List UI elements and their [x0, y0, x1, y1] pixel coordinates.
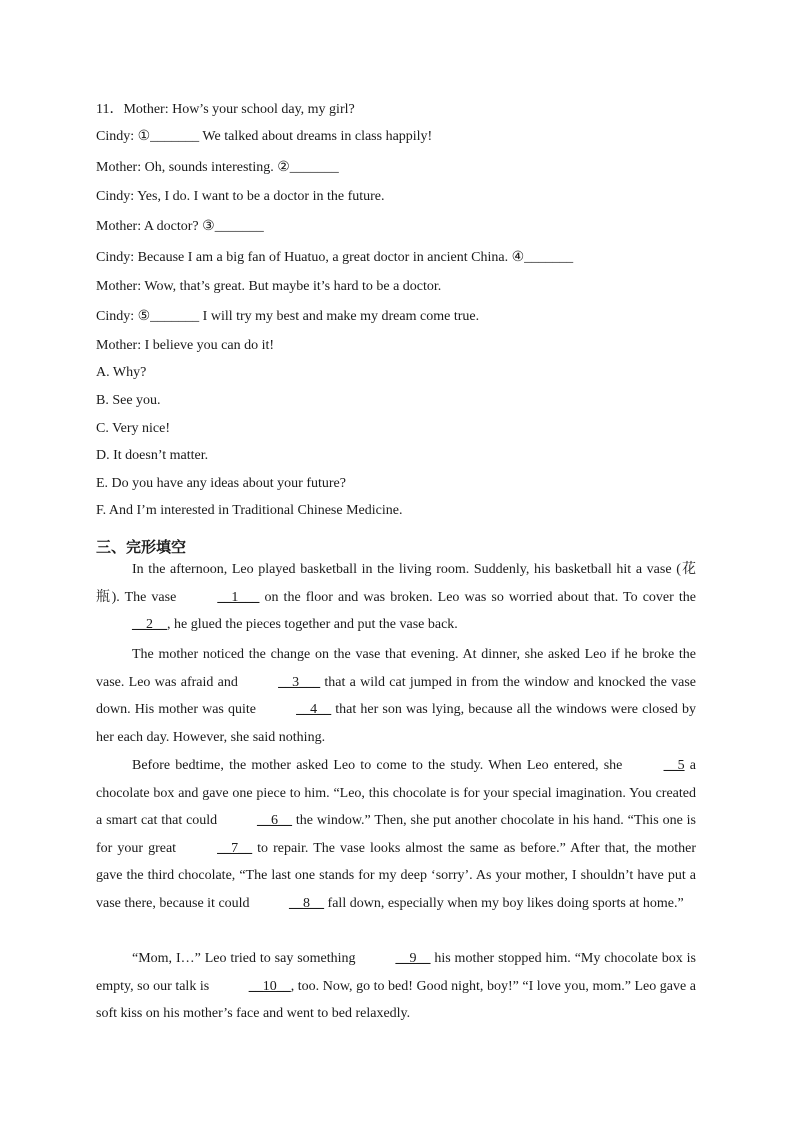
blank-4: __4__ — [296, 702, 332, 718]
option-item: E. Do you have any ideas about your future? — [96, 476, 346, 491]
dialogue-line: Mother: Oh, sounds interesting. ②_______ — [96, 160, 339, 175]
section-heading: 三、完形填空 — [96, 538, 187, 556]
text-run: the window.” Then, she put another chocolate in his hand. “This one is for your great — [96, 813, 696, 856]
option-item: D. It doesn’t matter. — [96, 448, 209, 463]
text-run: In the afternoon, Leo played basketball in the living room. Suddenly, his basketball hit a vase (花瓶). The vase — [96, 562, 696, 605]
dialogue-line: Mother: Wow, that’s great. But maybe it’s hard to be a doctor. — [96, 279, 442, 294]
dialogue-line: Cindy: Yes, I do. I want to be a doctor in the future. — [96, 189, 385, 204]
text-run: , too. Now, go to bed! Good night, boy!” “I love you, mom.” Leo gave a soft kiss on his mother’s face and went to bed relaxedly. — [96, 978, 696, 1022]
blank-8: __8__ — [289, 895, 325, 911]
text-run: his mother stopped him. “My chocolate box is empty, so our talk is — [96, 951, 696, 994]
option-item: C. Very nice! — [96, 421, 170, 436]
blank-2: __2__ — [132, 617, 167, 633]
blank-5: __5 — [663, 758, 685, 773]
cloze-paragraph-3 — [96, 752, 696, 918]
text-run: The mother noticed the change on the vase that evening. At dinner, she asked Leo if he broke the vase. Leo was afraid and — [96, 647, 696, 690]
dialogue-line: Cindy: ①_______ We talked about dreams in class happily! — [96, 129, 433, 144]
text-run: a chocolate box and gave one piece to him. “Leo, this chocolate is for your special imagination. You created a smart cat that could — [96, 758, 696, 829]
text-run: on the floor and was broken. Leo was so worried about that. To cover the — [259, 589, 696, 605]
dialogue-line: Mother: A doctor? ③_______ — [96, 219, 264, 234]
blank-7: __7__ — [217, 840, 253, 856]
dialogue-line: 11．Mother: How’s your school day, my girl? — [96, 102, 355, 117]
text-run: fall down, especially when my boy likes doing sports at home.” — [324, 895, 684, 911]
blank-10: __10__ — [248, 978, 291, 994]
text-run: , he glued the pieces together and put the vase back. — [167, 617, 458, 633]
text-run: Before bedtime, the mother asked Leo to come to the study. When Leo entered, she — [132, 758, 628, 773]
text-run: “Mom, I…” Leo tried to say something — [132, 951, 360, 966]
blank-1: __1___ — [217, 589, 260, 605]
blank-6: __6__ — [257, 813, 293, 829]
dialogue-line: Mother: I believe you can do it! — [96, 338, 275, 353]
dialogue-line: Cindy: ⑤_______ I will try my best and make my dream come true. — [96, 309, 480, 324]
blank-9: __9__ — [395, 951, 431, 966]
cloze-paragraph-1 — [96, 556, 696, 639]
option-item: A. Why? — [96, 365, 147, 380]
text-run: that a wild cat jumped in from the window and knocked the vase down. His mother was quite — [96, 674, 696, 718]
text-run: to repair. The vase looks almost the same as before.” After that, the mother gave the third chocolate, “The last one stands for my deep ‘sorry’. As your mother, I shouldn’t have put a vase there, because it could — [96, 840, 696, 911]
option-item: F. And I’m interested in Traditional Chinese Medicine. — [96, 503, 403, 518]
blank-3: __3___ — [278, 674, 321, 690]
text-run: that her son was lying, because all the windows were closed by her each day. However, she said nothing. — [96, 702, 697, 745]
cloze-paragraph-2 — [96, 641, 696, 751]
cloze-paragraph-4 — [96, 945, 696, 1028]
option-item: B. See you. — [96, 393, 161, 408]
dialogue-line: Cindy: Because I am a big fan of Huatuo, a great doctor in ancient China. ④_______ — [96, 250, 574, 265]
